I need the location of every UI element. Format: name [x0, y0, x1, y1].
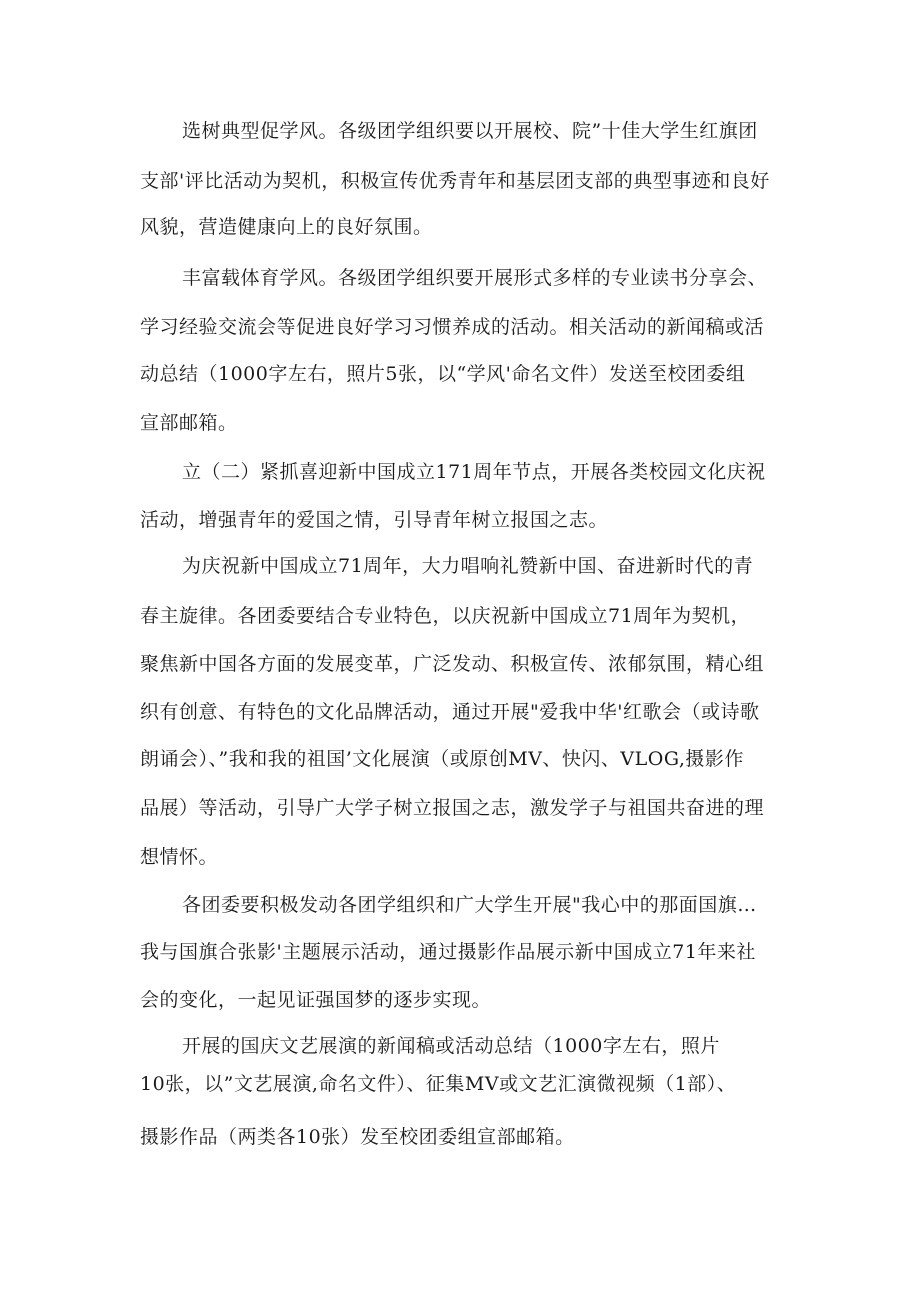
- paragraph-3-line-1: 立（二）紧抓喜迎新中国成立171周年节点，开展各类校园文化庆祝: [182, 461, 766, 483]
- paragraph-1-line-1: 选树典型促学风。各级团学组织要以开展校、院”十佳大学生红旗团: [182, 120, 758, 142]
- paragraph-4-line-3: 聚焦新中国各方面的发展变革，广泛发动、积极宣传、浓郁氛围，精心组: [140, 653, 765, 675]
- paragraph-2-line-3: 动总结（1000字左右，照片5张，以“学风'命名文件）发送至校团委组: [140, 363, 746, 385]
- paragraph-1-line-2: 支部'评比活动为契机，积极宣传优秀青年和基层团支部的典型事迹和良好: [140, 170, 770, 192]
- paragraph-2-line-1: 丰富载体育学风。各级团学组织要开展形式多样的专业读书分享会、: [182, 267, 768, 289]
- paragraph-5-line-3: 会的变化，一起见证强国梦的逐步实现。: [140, 989, 492, 1011]
- paragraph-4-line-1: 为庆祝新中国成立71周年，大力唱响礼赞新中国、奋进新时代的青: [182, 555, 754, 577]
- paragraph-6-line-2: 10张，以”文艺展演,命名文件）、征集MV或文艺汇演微视频（1部）、: [140, 1073, 737, 1095]
- paragraph-2-line-2: 学习经验交流会等促进良好学习习惯养成的活动。相关活动的新闻稿或活: [140, 316, 765, 338]
- paragraph-6-line-3: 摄影作品（两类各10张）发至校团委组宣部邮箱。: [140, 1126, 575, 1148]
- paragraph-3-line-2: 活动，增强青年的爱国之情，引导青年树立报国之志。: [140, 509, 609, 531]
- paragraph-1-line-3: 风貌，营造健康向上的良好氛围。: [140, 216, 433, 238]
- paragraph-4-line-6: 品展）等活动，引导广大学子树立报国之志，激发学子与祖国共奋进的理: [140, 797, 765, 819]
- paragraph-4-line-7: 想情怀。: [140, 846, 219, 868]
- paragraph-4-line-4: 织有创意、有特色的文化品牌活动，通过开展"爱我中华'红歌会（或诗歌: [140, 701, 760, 723]
- paragraph-4-line-5: 朗诵会）、”我和我的祖国’文化展演（或原创MV、快闪、VLOG,摄影作: [140, 748, 744, 770]
- paragraph-5-line-1: 各团委要积极发动各团学组织和广大学生开展"我心中的那面国旗…: [182, 894, 757, 916]
- paragraph-2-line-4: 宣部邮箱。: [140, 412, 238, 434]
- paragraph-6-line-1: 开展的国庆文艺展演的新闻稿或活动总结（1000字左右，照片: [182, 1035, 720, 1057]
- paragraph-5-line-2: 我与国旗合张影'主题展示活动，通过摄影作品展示新中国成立71年来社: [140, 941, 756, 963]
- paragraph-4-line-2: 春主旋律。各团委要结合专业特色，以庆祝新中国成立71周年为契机，: [140, 605, 751, 627]
